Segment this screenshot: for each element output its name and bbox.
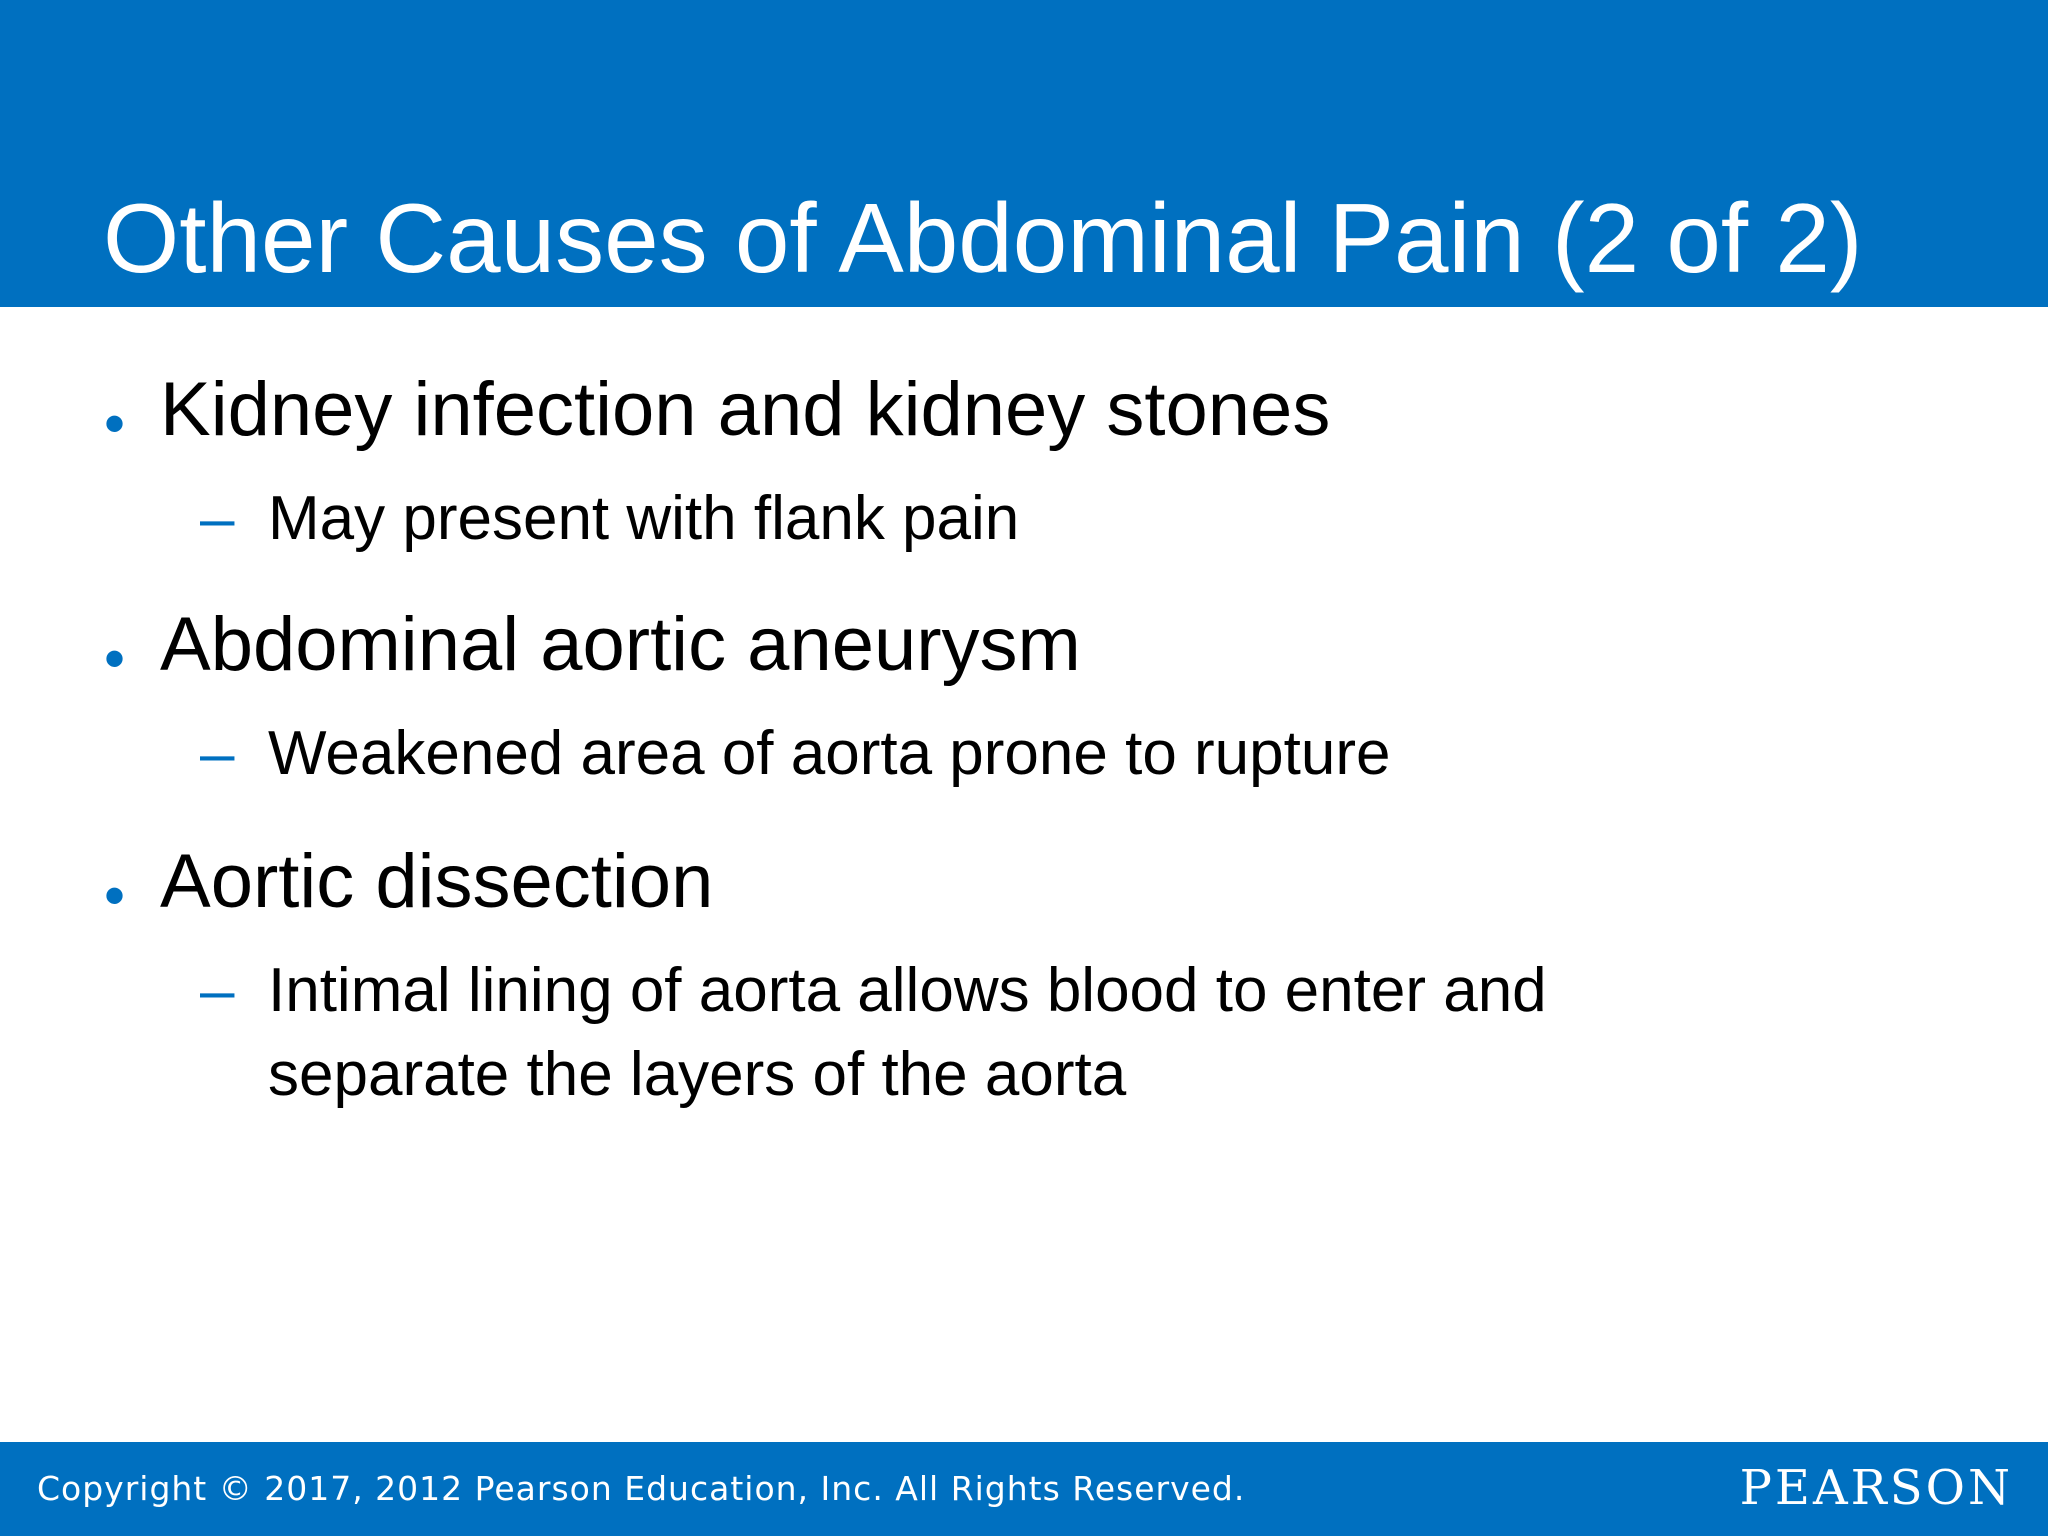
- bullet-text: Abdominal aortic aneurysm: [160, 602, 1081, 687]
- bullet-item: [0, 834, 2048, 929]
- bullet-text: Aortic dissection: [160, 839, 714, 924]
- sub-bullet-marker: –: [200, 719, 235, 788]
- slide-footer: [0, 1442, 2048, 1536]
- slide-content: [0, 307, 2048, 1442]
- sub-bullet-marker: –: [200, 484, 235, 553]
- sub-bullet-text: Intimal lining of aorta allows blood to enter and separate the layers of the aorta: [268, 956, 1547, 1109]
- pearson-logo: PEARSON: [1739, 1460, 2013, 1516]
- sub-bullet-text: Weakened area of aorta prone to rupture: [268, 719, 1391, 788]
- copyright-notice: Copyright © 2017, 2012 Pearson Education, Inc. All Rights Reserved.: [37, 1469, 1246, 1508]
- bullet-marker: •: [104, 862, 126, 929]
- bullet-text: Kidney infection and kidney stones: [160, 367, 1331, 452]
- sub-bullet-text: May present with flank pain: [268, 484, 1020, 553]
- sub-bullet-marker: –: [200, 956, 235, 1025]
- slide-title: Other Causes of Abdominal Pain (2 of 2): [103, 183, 1863, 293]
- slide-header: [0, 0, 2048, 307]
- bullet-marker: •: [104, 625, 126, 692]
- bullet-marker: •: [104, 390, 126, 457]
- bullet-item: [0, 597, 2048, 692]
- bullet-item: [0, 362, 2048, 457]
